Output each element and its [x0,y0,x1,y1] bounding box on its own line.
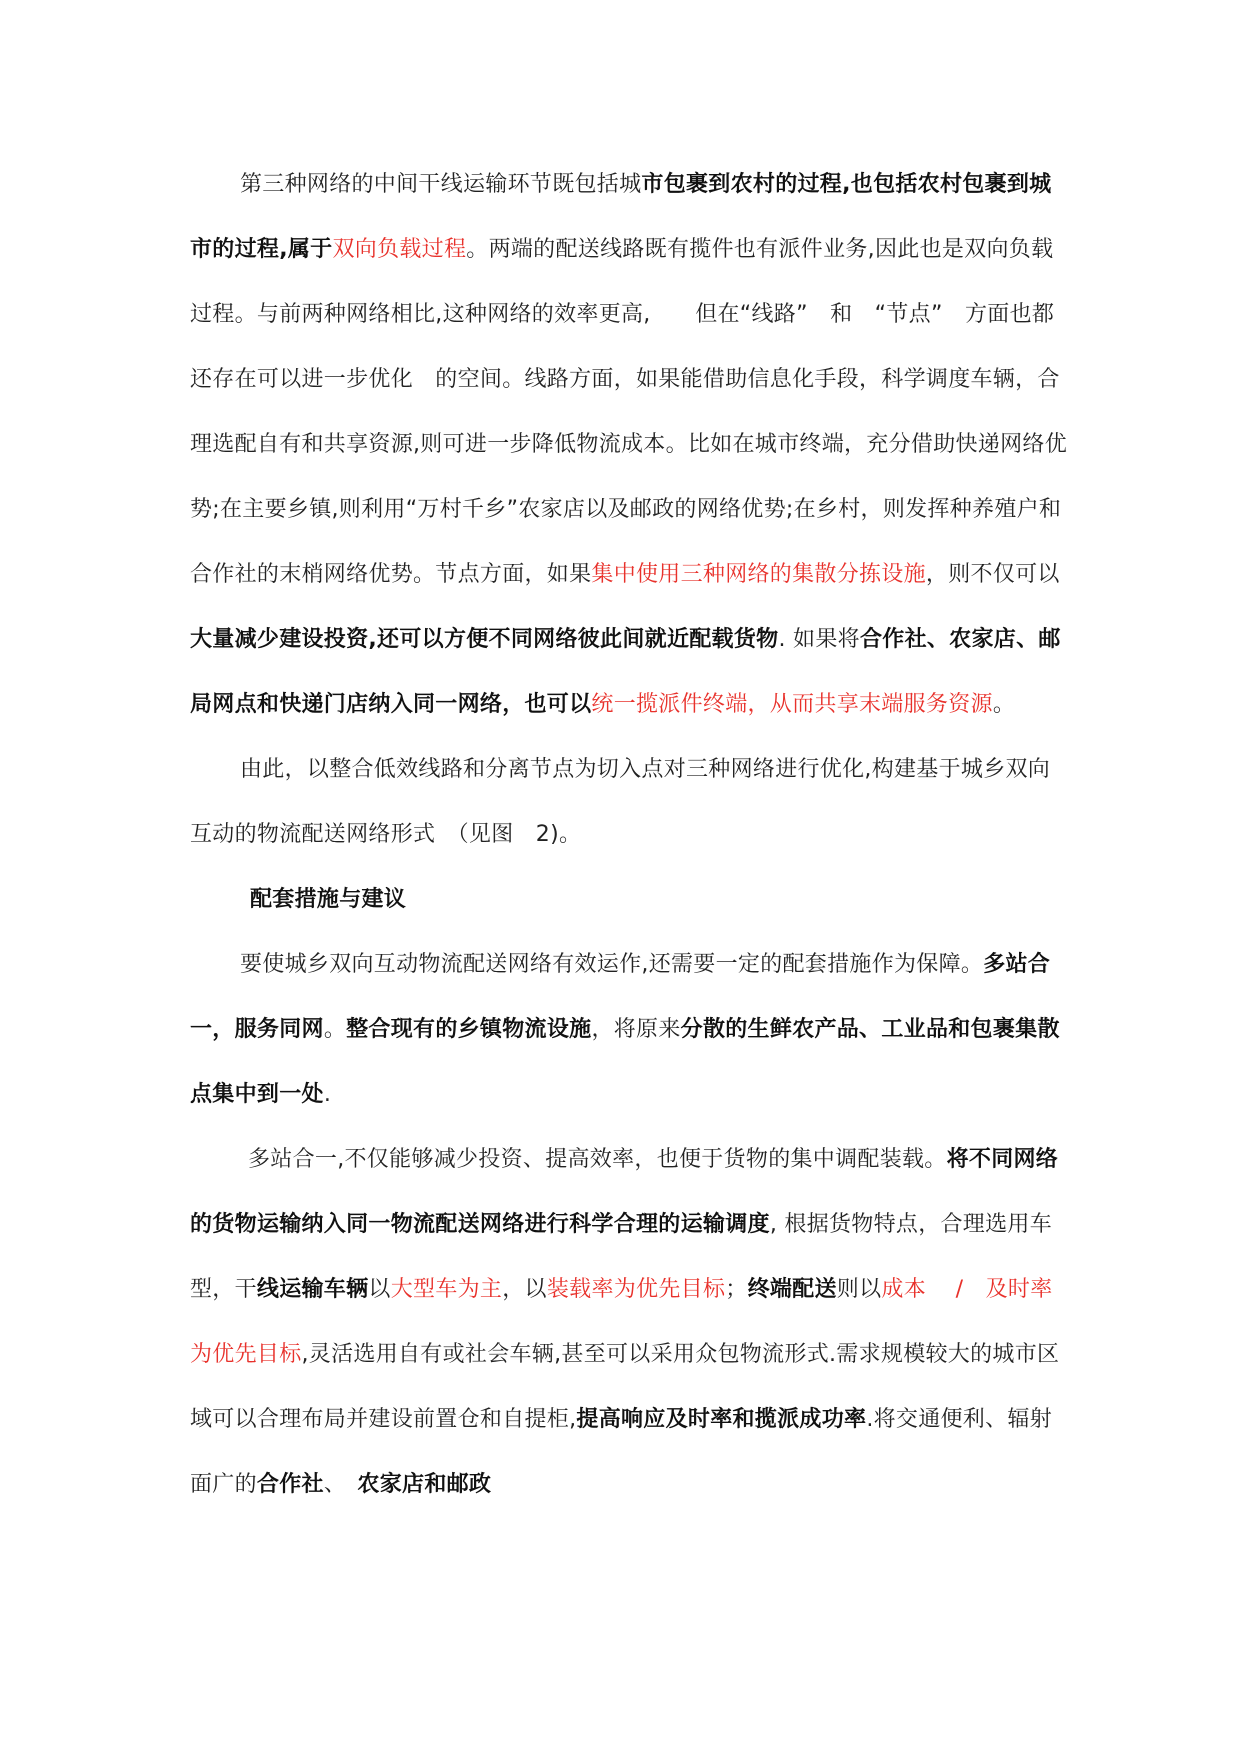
text-segment: ,灵活选用自有或社会车辆,甚至可以采用众包物流形式.需求规模较大的城市区域可以合理布局并建设前置仓和自提柜, [190,1342,1060,1432]
text-segment: 以 [368,1277,391,1302]
text-segment: 装载率为优先目标 [546,1277,726,1302]
text-segment: ，则不仅可以 [925,562,1060,587]
text-segment: ，以 [502,1277,547,1302]
text-segment: 。 [992,692,1016,717]
para-measures-intro [190,932,1070,1127]
document-page [190,152,1070,1517]
text-segment: ； [725,1277,748,1302]
text-segment: 大量减少建设投资,还可以方便不同网络彼此间就近配载货物 [190,627,779,652]
text-segment: 双向负载过程 [332,237,467,262]
text-segment: 要使城乡双向互动物流配送网络有效运作,还需要一定的配套措施作为保障。 [240,952,984,977]
text-segment: ，将原来 [591,1017,681,1042]
text-segment: 分散的生鲜农产品、工业品和包裹集散点集中到一处 [190,1017,1060,1107]
text-segment: 合作社 [256,1472,324,1497]
text-segment: 由此，以整合低效线路和分离节点为切入点对三种网络进行优化,构建基于城乡双向互动的物流配送网络形式 （见图 2)。 [190,757,1051,847]
text-segment: 。两端的配送线路既有揽件也有派件业务,因此也是双向负载过程。与前两种网络相比,这种网络的效率更高, 但在“线路” 和 “节点” 方面也都还存在可以进一步优化 的空间。线路方面，如果能借助信息化手段，科学调度车辆，合理选配自有和共享资源,则可进一步降低物流成本。比如在城市终端，充分借助快递网络优势;在主要乡镇,则利用“万村千乡”农家店以及邮政的网络优势;在乡村，则发挥种养殖户和合作社的末梢网络优势。节点方面，如果 [190,237,1067,587]
text-segment: 则以 [836,1277,882,1302]
text-segment: 成本 / 及时率为优先目标 [190,1277,1053,1367]
text-segment: 提高响应及时率和揽派成功率 [576,1407,867,1432]
section-heading [190,867,1070,932]
text-segment: 线运输车辆 [256,1277,369,1302]
text-segment: 整合现有的乡镇物流设施 [346,1017,592,1042]
text-segment: . [323,1082,332,1107]
text-segment: 合作社、农家店、邮局网点和快递门店纳入同一网络，也可以 [190,627,1061,717]
text-segment: .将交通便利、辐射面广的 [190,1407,1053,1497]
text-segment: , 根据货物特点，合理选用车型，干 [190,1212,1052,1302]
text-segment: 多站合一，服务同网 [190,952,1051,1042]
text-segment: 统一揽派件终端，从而共享末端服务资源 [591,692,993,717]
text-segment: 大型车为主 [390,1277,503,1302]
text-segment: 、 [323,1472,358,1497]
text-segment: 集中使用三种网络的集散分拣设施 [591,562,926,587]
text-segment: 多站合一,不仅能够减少投资、提高效率，也便于货物的集中调配装载。 [248,1147,947,1172]
text-segment: 配套措施与建议 [250,887,407,912]
para-multi-station [190,1127,1070,1517]
text-segment: 农家店和邮政 [357,1472,492,1497]
text-segment: . 如果将 [778,627,860,652]
text-segment: 将不同网络的货物运输纳入同一物流配送网络进行科学合理的运输调度 [190,1147,1059,1237]
text-segment: 第三种网络的中间干线运输环节既包括城 [240,172,642,197]
text-segment: 市包裹到农村的过程,也包括农村包裹到城市的过程,属于 [190,172,1052,262]
text-segment: 终端配送 [747,1277,837,1302]
para-network-three [190,152,1070,737]
para-conclusion [190,737,1070,867]
text-segment: 。 [323,1017,347,1042]
